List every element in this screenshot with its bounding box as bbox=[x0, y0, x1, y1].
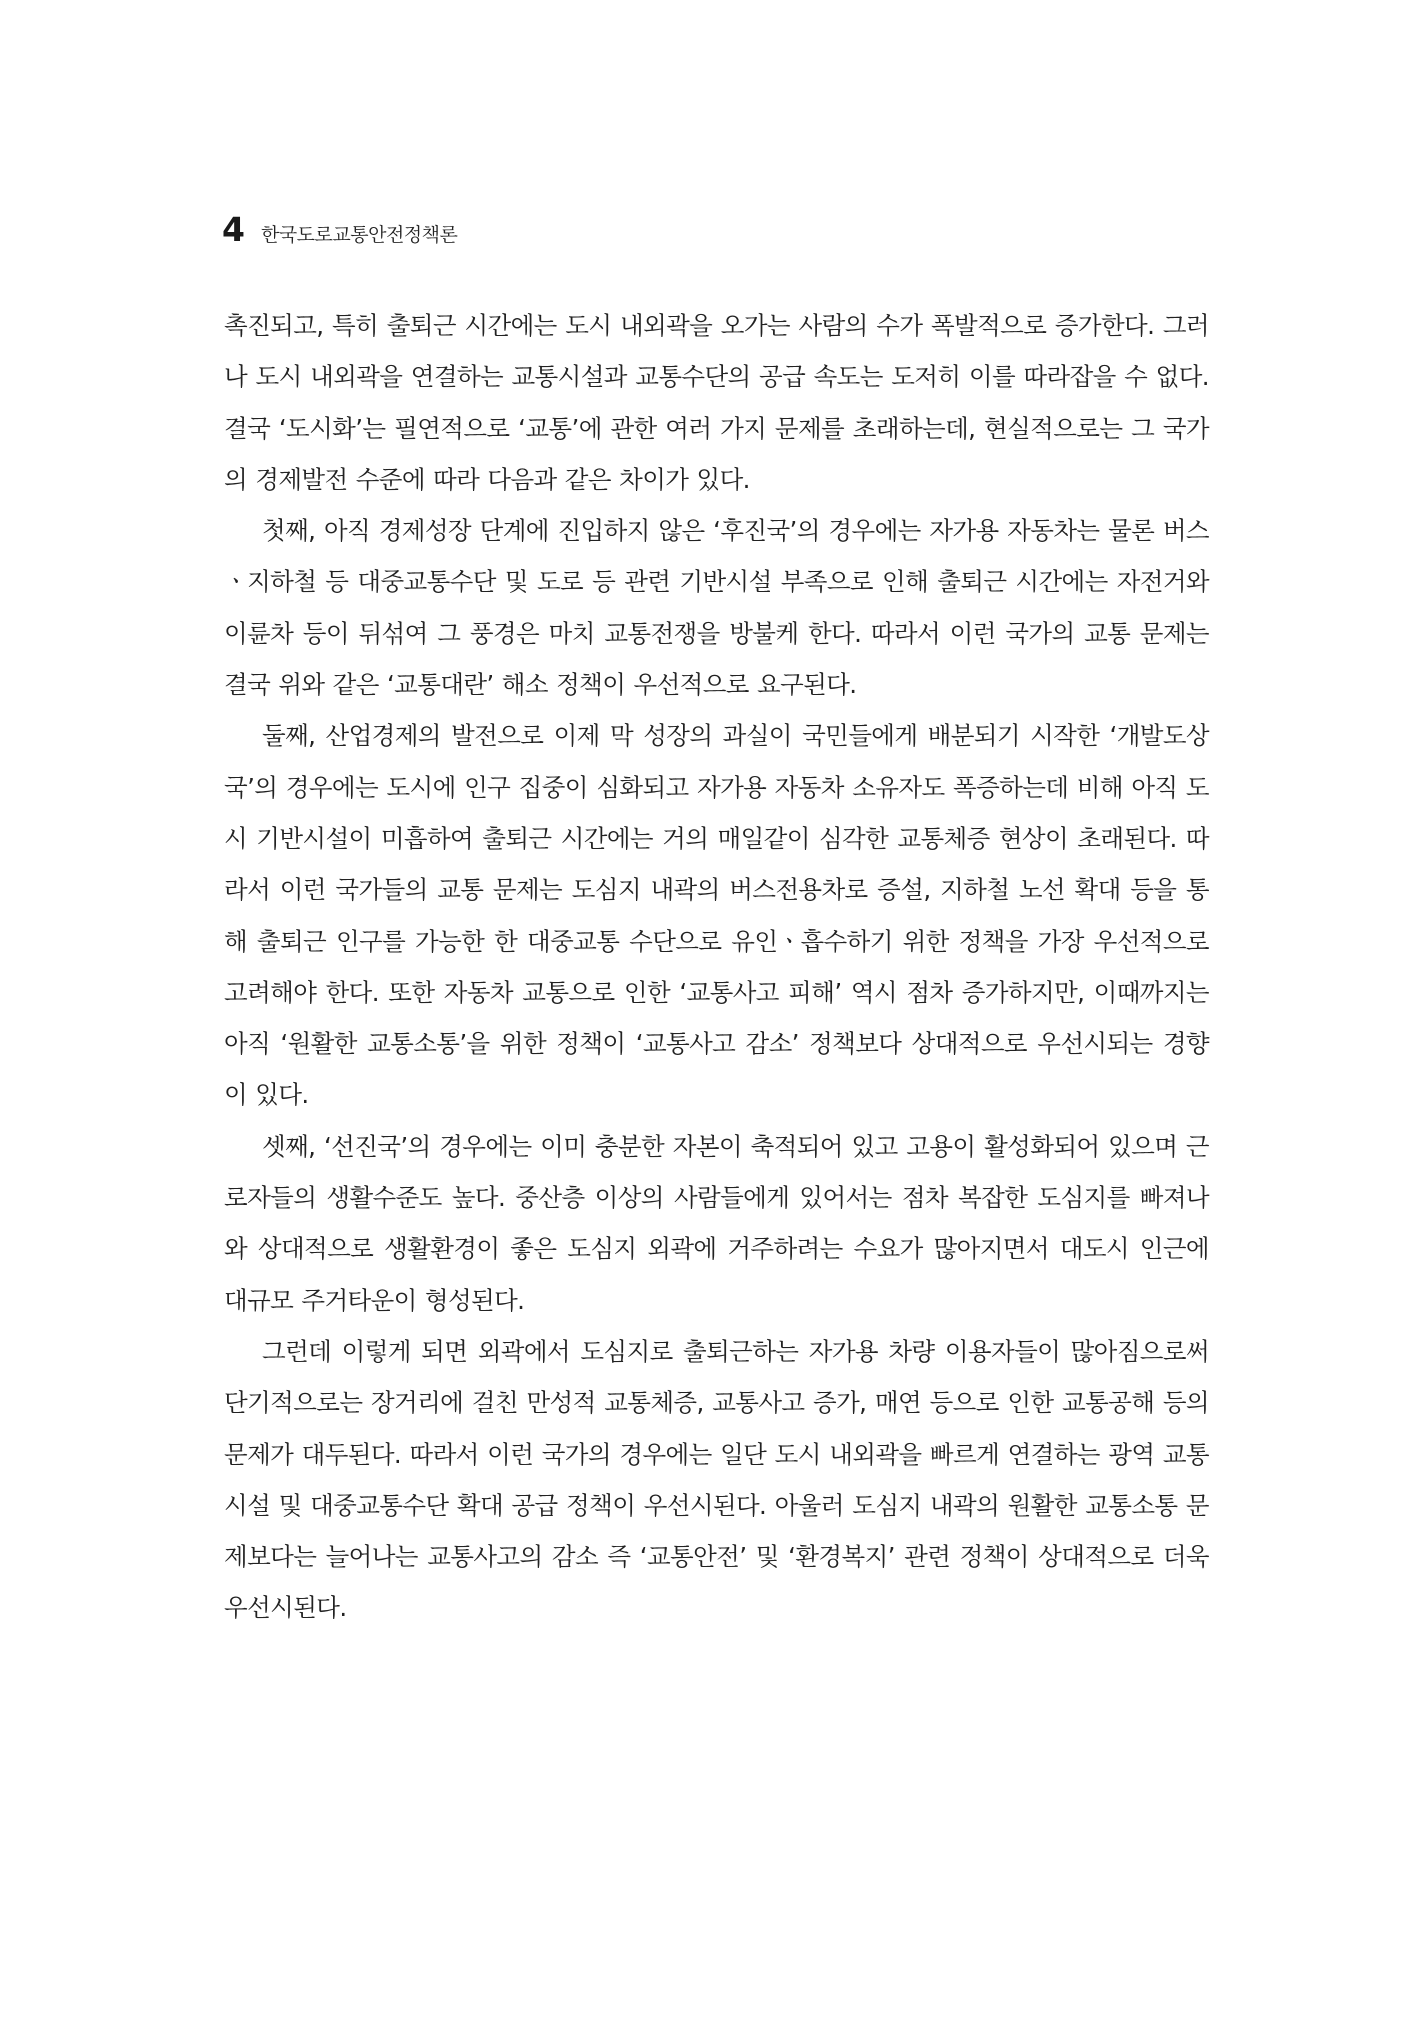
paragraph-third-developed: 셋째, ‘선진국’의 경우에는 이미 충분한 자본이 축적되어 있고 고용이 활성화되어 있으며 근로자들의 생활수준도 높다. 중산층 이상의 사람들에게 있어서는 점차 복잡한 도심지를 빠져나와 상대적으로 생활환경이 좋은 도심지 외곽에 거주하려는 수요가 많아지면서 대도시 인근에 대규모 주거타운이 형성된다. bbox=[224, 1131, 1209, 1315]
paragraph-continuation: 촉진되고, 특히 출퇴근 시간에는 도시 내외곽을 오가는 사람의 수가 폭발적으로 증가한다. 그러나 도시 내외곽을 연결하는 교통시설과 교통수단의 공급 속도는 도저히 이를 따라잡을 수 없다. 결국 ‘도시화’는 필연적으로 ‘교통’에 관한 여러 가지 문제를 초래하는데, 현실적으로는 그 국가의 경제발전 수준에 따라 다음과 같은 차이가 있다. bbox=[224, 311, 1209, 494]
paragraph-second-developing: 둘째, 산업경제의 발전으로 이제 막 성장의 과실이 국민들에게 배분되기 시작한 ‘개발도상국’의 경우에는 도시에 인구 집중이 심화되고 자가용 자동차 소유자도 폭증하는데 비해 아직 도시 기반시설이 미흡하여 출퇴근 시간에는 거의 매일같이 심각한 교통체증 현상이 초래된다. 따라서 이런 국가들의 교통 문제는 도심지 내곽의 버스전용차로 증설, 지하철 노선 확대 등을 통해 출퇴근 인구를 가능한 한 대중교통 수단으로 유인ㆍ흡수하기 위한 정책을 가장 우선적으로 고려해야 한다. 또한 자동차 교통으로 인한 ‘교통사고 피해’ 역시 점차 증가하지만, 이때까지는 아직 ‘원활한 교통소통’을 위한 정책이 ‘교통사고 감소’ 정책보다 상대적으로 우선시되는 경향이 있다. bbox=[224, 721, 1209, 1110]
paragraph-consequences: 그런데 이렇게 되면 외곽에서 도심지로 출퇴근하는 자가용 차량 이용자들이 많아짐으로써 단기적으로는 장거리에 걸친 만성적 교통체증, 교통사고 증가, 매연 등으로 인한 교통공해 등의 문제가 대두된다. 따라서 이런 국가의 경우에는 일단 도시 내외곽을 빠르게 연결하는 광역 교통시설 및 대중교통수단 확대 공급 정책이 우선시된다. 아울러 도심지 내곽의 원활한 교통소통 문제보다는 늘어나는 교통사고의 감소 즉 ‘교통안전’ 및 ‘환경복지’ 관련 정책이 상대적으로 더욱 우선시된다. bbox=[224, 1336, 1209, 1623]
book-title: 한국도로교통안전정책론 bbox=[260, 224, 458, 246]
page-number: 4 bbox=[222, 210, 245, 249]
body-text bbox=[224, 300, 1209, 1634]
running-head bbox=[222, 210, 458, 249]
paragraph-first-underdeveloped: 첫째, 아직 경제성장 단계에 진입하지 않은 ‘후진국’의 경우에는 자가용 자동차는 물론 버스ㆍ지하철 등 대중교통수단 및 도로 등 관련 기반시설 부족으로 인해 출퇴근 시간에는 자전거와 이륜차 등이 뒤섞여 그 풍경은 마치 교통전쟁을 방불케 한다. 따라서 이런 국가의 교통 문제는 결국 위와 같은 ‘교통대란’ 해소 정책이 우선적으로 요구된다. bbox=[224, 516, 1209, 700]
